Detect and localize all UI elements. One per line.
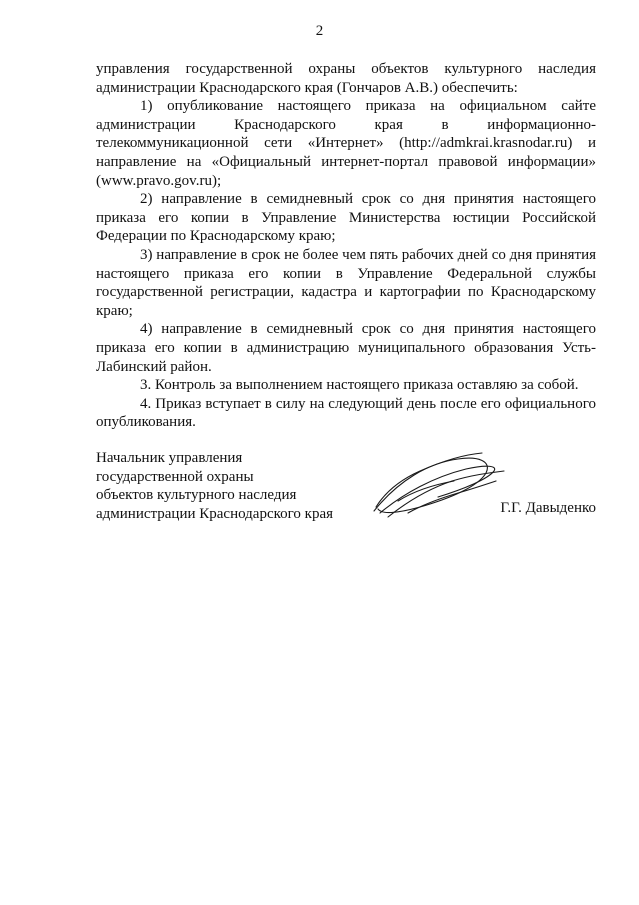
signature-block: [96, 449, 596, 529]
page-number: 2: [315, 23, 324, 39]
handwritten-signature: [368, 441, 508, 527]
effective-date-paragraph: 4. Приказ вступает в силу на следующий день после его официального опубликования.: [96, 395, 596, 431]
intro-paragraph: управления государственной охраны объектов культурного наследия администрации Краснодарского края (Гончаров А.В.) обеспечить:: [96, 61, 596, 96]
item-paragraph-3: 3) направление в срок не более чем пять рабочих дней со дня принятия настоящего приказа его копии в Управление Федеральной службы государственной регистрации, кадастра и картографии по Краснодарскому краю;: [96, 246, 596, 319]
control-paragraph: 3. Контроль за выполнением настоящего приказа оставляю за собой.: [140, 377, 579, 394]
document-body: [96, 60, 596, 432]
signatory-title: [96, 449, 333, 523]
signatory-title-line: администрации Краснодарского края: [96, 505, 334, 522]
signatory-title-line: Начальник управления: [96, 450, 243, 466]
signatory-title-line: объектов культурного наследия: [96, 487, 297, 504]
item-paragraph-1: 1) опубликование настоящего приказа на официальном сайте администрации Краснодарского края в информационно-телекоммуникационной сети «Интернет» (http://admkrai.krasnodar.ru) и направление на «Официальный интернет-портал правовой информации» (www.pravo.gov.ru);: [96, 98, 596, 189]
signatory-title-line: государственной охраны: [96, 468, 254, 485]
item-paragraph-4: 4) направление в семидневный срок со дня принятия настоящего приказа его копии в администрацию муниципального образования Усть-Лабинский район.: [96, 321, 596, 375]
signatory-name: Г.Г. Давыденко: [500, 500, 596, 516]
item-paragraph-2: 2) направление в семидневный срок со дня принятия настоящего приказа его копии в Управление Министерства юстиции Российской Федерации по Краснодарскому краю;: [96, 191, 596, 245]
